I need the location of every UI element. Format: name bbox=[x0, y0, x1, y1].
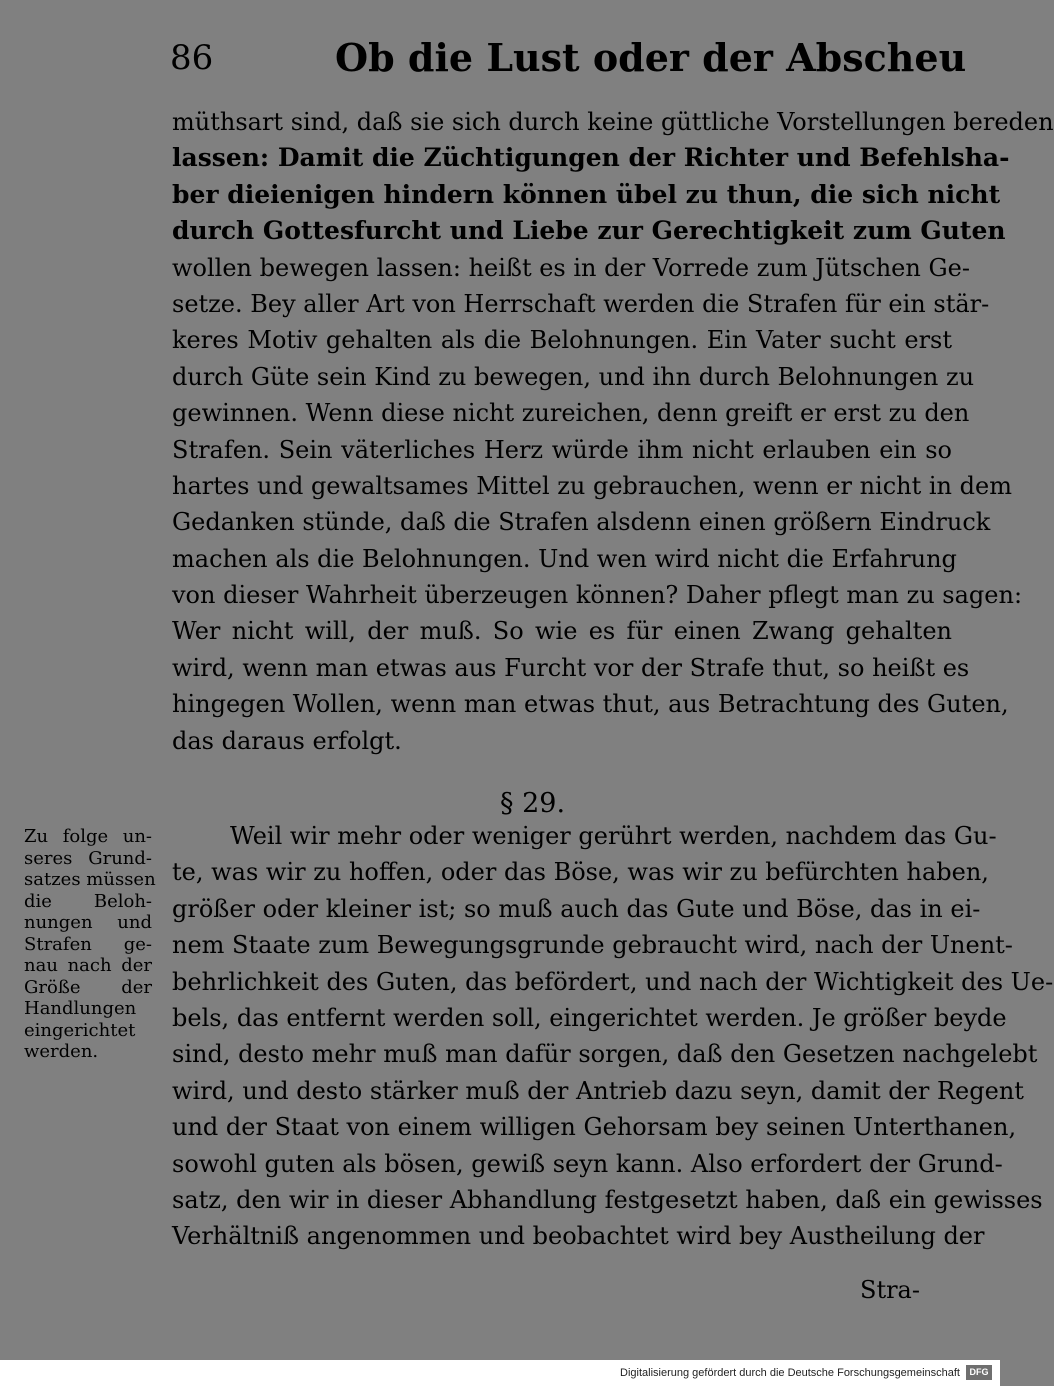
text-line: Wer nicht will, der muß. So wie es für einen Zwang gehalten bbox=[172, 617, 952, 646]
text-line: wird, wenn man etwas aus Furcht vor der Strafe thut, so heißt es bbox=[172, 653, 970, 682]
text-line: und der Staat von einem willigen Gehorsam bey seinen Unterthanen, bbox=[172, 1113, 1017, 1142]
marginal-line: seres Grund- bbox=[24, 847, 152, 869]
text-line: gewinnen. Wenn diese nicht zureichen, denn greift er erst zu den bbox=[172, 399, 970, 428]
text-line: bels, das entfernt werden soll, eingerichtet werden. Je größer beyde bbox=[172, 1003, 1007, 1032]
marginal-line: eingerichtet bbox=[24, 1019, 136, 1041]
dfg-logo-icon: DFG bbox=[966, 1365, 992, 1380]
text-line: sowohl guten als bösen, gewiß seyn kann. Also erfordert der Grund- bbox=[172, 1149, 1003, 1178]
text-line: nem Staate zum Bewegungsgrunde gebraucht wird, nach der Unent- bbox=[172, 931, 1013, 960]
marginal-line: satzes müssen bbox=[24, 869, 156, 890]
footer-strip bbox=[0, 1360, 1000, 1386]
text-line: größer oder kleiner ist; so muß auch das Gute und Böse, das in ei- bbox=[172, 894, 981, 923]
text-line: machen als die Belohnungen. Und wen wird nicht die Erfahrung bbox=[172, 544, 957, 573]
text-line: wollen bewegen lassen: heißt es in der Vorrede zum Jütschen Ge- bbox=[172, 253, 970, 282]
text-line: behrlichkeit des Guten, das befördert, und nach der Wichtigkeit des Ue- bbox=[172, 967, 1054, 996]
marginal-line: Handlungen bbox=[24, 998, 137, 1019]
marginal-line: die Beloh- bbox=[24, 890, 152, 912]
text-line: durch Güte sein Kind zu bewegen, und ihn durch Belohnungen zu bbox=[172, 362, 975, 391]
marginal-line: nungen und bbox=[24, 912, 152, 933]
text-line: sind, desto mehr muß man dafür sorgen, daß den Gesetzen nachgelebt bbox=[172, 1040, 1038, 1069]
text-line: keres Motiv gehalten als die Belohnungen. Ein Vater sucht erst bbox=[172, 326, 952, 355]
paragraph-1 bbox=[172, 104, 1054, 759]
marginal-line: nau nach der bbox=[24, 955, 152, 976]
text-line: durch Gottesfurcht und Liebe zur Gerechtigkeit zum Guten bbox=[172, 216, 1006, 246]
text-line: lassen: Damit die Züchtigungen der Richter und Befehlsha- bbox=[172, 143, 1010, 173]
marginal-line: Zu folge un- bbox=[24, 826, 152, 847]
paragraph-2 bbox=[172, 818, 1054, 1255]
marginal-line: Größe der bbox=[24, 976, 152, 998]
text-line: Gedanken stünde, daß die Strafen alsdenn einen größern Eindruck bbox=[172, 508, 991, 537]
text-line: setze. Bey aller Art von Herrschaft werden die Strafen für ein stär- bbox=[172, 289, 990, 318]
text-line: ber dieienigen hindern können übel zu thun, die sich nicht bbox=[172, 179, 1001, 209]
text-line: hartes und gewaltsames Mittel zu gebrauchen, wenn er nicht in dem bbox=[172, 471, 1012, 500]
funding-credit: Digitalisierung gefördert durch die Deutsche Forschungsgemeinschaft bbox=[620, 1367, 960, 1379]
text-line: wird, und desto stärker muß der Antrieb dazu seyn, damit der Regent bbox=[172, 1076, 1024, 1105]
page-number: 86 bbox=[170, 38, 214, 78]
text-line: müthsart sind, daß sie sich durch keine güttliche Vorstellungen bereden bbox=[172, 108, 1054, 136]
text-line: das daraus erfolgt. bbox=[172, 726, 402, 755]
running-head: Ob die Lust oder der Abscheu bbox=[335, 35, 967, 80]
catchword: Stra- bbox=[860, 1276, 920, 1304]
marginal-line: werden. bbox=[24, 1041, 99, 1062]
text-line: von dieser Wahrheit überzeugen können? Daher pflegt man zu sagen: bbox=[172, 581, 1023, 610]
text-line: Verhältniß angenommen und beobachtet wird bey Austheilung der bbox=[172, 1222, 985, 1251]
text-line: hingegen Wollen, wenn man etwas thut, aus Betrachtung des Guten, bbox=[172, 690, 1009, 719]
text-line: te, was wir zu hoffen, oder das Böse, was wir zu befürchten haben, bbox=[172, 858, 989, 887]
text-line: Weil wir mehr oder weniger gerührt werden, nachdem das Gu- bbox=[230, 822, 997, 850]
section-heading: § 29. bbox=[500, 788, 566, 819]
text-line: Strafen. Sein väterliches Herz würde ihm nicht erlauben ein so bbox=[172, 435, 952, 464]
marginal-line: Strafen ge- bbox=[24, 933, 152, 955]
marginal-note bbox=[24, 826, 156, 1063]
text-line: satz, den wir in dieser Abhandlung festgesetzt haben, daß ein gewisses bbox=[172, 1185, 1043, 1214]
